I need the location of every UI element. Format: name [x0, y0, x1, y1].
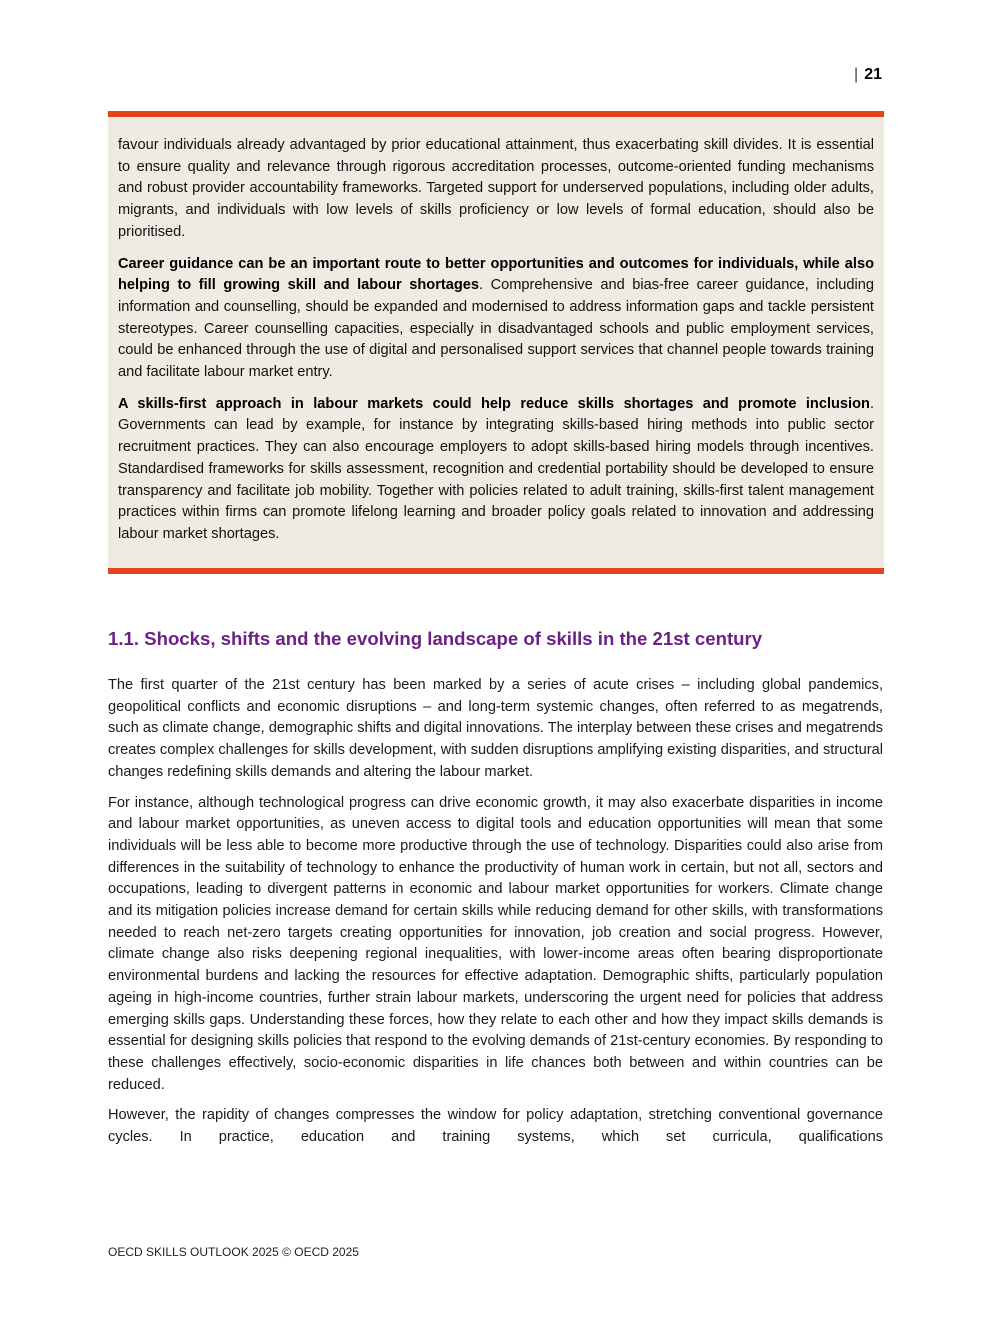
body-paragraph-2: For instance, although technological progress can drive economic growth, it may also exacerbate disparities in income and labour market opportunities, as uneven access to digital tools and education opportunities will mean that some individuals will be less able to become more productive through the use of technology. Disparities could also arise from differences in the suitability of technology to enhance the productivity of human work in certain, but not all, sectors and occupations, leading to divergent patterns in economic and labour market opportunities for workers. Climate change and its mitigation policies increase demand for certain skills while reducing demand for other skills, with transformations needed to reach net-zero targets creating opportunities for innovation, job creation and social progress. However, climate change also risks deepening regional inequalities, with lower-income areas often bearing disproportionate environmental burdens and lacking the resources for effective adaptation. Demographic shifts, particularly population ageing in high-income countries, further strain labour markets, underscoring the urgent need for policies that address emerging skills gaps. Understanding these forces, how they relate to each other and how they impact skills demands is essential for designing skills policies that respond to the evolving demands of 21st-century economies. By responding to these challenges effectively, socio-economic disparities in life chances both between and within countries can be reduced.	[108, 794, 883, 1093]
box-paragraph-2	[118, 254, 874, 384]
page-number-value: 21	[864, 66, 882, 83]
footer-text: OECD SKILLS OUTLOOK 2025 © OECD 2025	[108, 1245, 359, 1259]
box-paragraph-2-body: . Comprehensive and bias-free career guidance, including information and counselling, should be expanded and modernised to address information gaps and tackle persistent stereotypes. Career counselling capacities, especially in disadvantaged schools and public employment services, could be enhanced through the use of digital and personalised support services that channel people towards training and facilitate labour market entry.	[118, 277, 874, 381]
body-paragraph-3: However, the rapidity of changes compresses the window for policy adaptation, stretching conventional governance cycles. In practice, education and training systems, which set curricula, qualifications	[108, 1107, 883, 1146]
summary-box	[108, 111, 884, 574]
box-paragraph-3-lead: A skills-first approach in labour markets could help reduce skills shortages and promote inclusion	[118, 395, 870, 412]
body-paragraph-1: The first quarter of the 21st century has been marked by a series of acute crises – including global pandemics, geopolitical conflicts and economic disruptions – and long-term systemic changes, often referred to as megatrends, such as climate change, demographic shifts and digital innovations. The interplay between these crises and megatrends creates complex challenges for skills development, with sudden disruptions amplifying existing disparities, and structural changes redefining skills demands and altering the labour market.	[108, 677, 883, 780]
page-number	[854, 66, 882, 84]
box-paragraph-2-lead: Career guidance can be an important route to better opportunities and outcomes for individuals, while also helping to fill growing skill and labour shortages	[118, 255, 874, 294]
box-paragraph-3	[118, 394, 874, 546]
section-heading: 1.1. Shocks, shifts and the evolving landscape of skills in the 21st century	[108, 628, 763, 649]
header-separator: |	[854, 66, 859, 83]
box-paragraph-3-body: . Governments can lead by example, for instance by integrating skills-based hiring methods into public sector recruitment practices. They can also encourage employers to adopt skills-based hiring models through incentives. Standardised frameworks for skills assessment, recognition and credential portability should be developed to ensure transparency and facilitate job mobility. Together with policies related to adult training, skills-first talent management practices within firms can promote lifelong learning and broader policy goals related to innovation and addressing labour market shortages.	[118, 395, 874, 542]
box-paragraph-1: favour individuals already advantaged by prior educational attainment, thus exacerbating skill divides. It is essential to ensure quality and relevance through rigorous accreditation processes, outcome-oriented funding mechanisms and robust provider accountability frameworks. Targeted support for underserved populations, including older adults, migrants, and individuals with low levels of skills proficiency or low levels of formal education, should also be prioritised.	[118, 137, 874, 240]
body-text	[108, 675, 883, 1158]
